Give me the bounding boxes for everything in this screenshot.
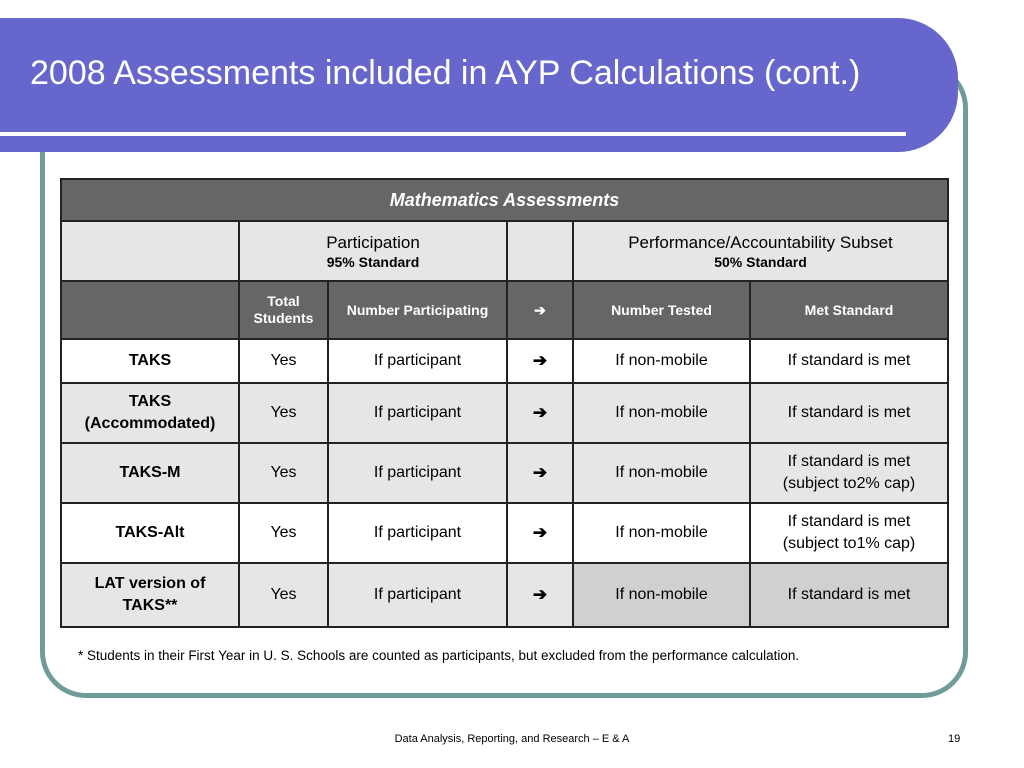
header-total-line1: Total (267, 293, 300, 309)
header-met-standard: Met Standard (750, 281, 948, 339)
participation-standard: 95% Standard (326, 253, 420, 270)
table-row (61, 339, 948, 383)
row-assessment-name (61, 383, 239, 443)
performance-label: Performance/Accountability Subset (628, 232, 893, 252)
header-number-participating: Number Participating (328, 281, 507, 339)
row-total-students: Yes (239, 443, 328, 503)
row-number-tested: If non-mobile (573, 503, 750, 563)
table-title-row (61, 179, 948, 221)
row-number-tested: If non-mobile (573, 339, 750, 383)
row-met-standard (750, 503, 948, 563)
row-total-students: Yes (239, 563, 328, 627)
table-row (61, 383, 948, 443)
row-name-line1: LAT version of (94, 575, 206, 592)
column-header-row (61, 281, 948, 339)
row-met-standard: If standard is met (750, 383, 948, 443)
header-arrow-icon: ➔ (507, 281, 573, 339)
header-total-line2: Students (253, 310, 314, 326)
row-name-line1: TAKS-M (119, 464, 181, 481)
slide-title: 2008 Assessments included in AYP Calculations (cont.) (30, 54, 861, 92)
row-name-line1: TAKS (128, 393, 172, 410)
row-number-participating: If participant (328, 563, 507, 627)
row-arrow-icon: ➔ (507, 563, 573, 627)
row-assessment-name (61, 339, 239, 383)
row-met-line1: If standard is met (787, 453, 911, 470)
page-number: 19 (948, 733, 961, 745)
footer-text: Data Analysis, Reporting, and Research – E & A (394, 733, 630, 745)
row-arrow-icon: ➔ (507, 383, 573, 443)
group-blank-cell (61, 221, 239, 281)
row-met-standard: If standard is met (750, 339, 948, 383)
row-met-line2: (subject to1% cap) (782, 535, 916, 552)
assessment-table-container (60, 178, 947, 628)
header-blank-cell (61, 281, 239, 339)
table-row (61, 503, 948, 563)
table-row (61, 443, 948, 503)
row-assessment-name (61, 443, 239, 503)
row-number-participating: If participant (328, 503, 507, 563)
row-met-standard (750, 443, 948, 503)
row-number-tested: If non-mobile (573, 443, 750, 503)
row-met-line2: (subject to2% cap) (782, 475, 916, 492)
footnote: * Students in their First Year in U. S. Schools are counted as participants, but excluded from the performance calculation. (78, 648, 800, 663)
row-met-line1: If standard is met (787, 513, 911, 530)
row-number-tested: If non-mobile (573, 563, 750, 627)
table-title: Mathematics Assessments (61, 179, 948, 221)
row-name-line2: TAKS** (122, 597, 178, 614)
row-assessment-name (61, 503, 239, 563)
row-total-students: Yes (239, 383, 328, 443)
row-total-students: Yes (239, 339, 328, 383)
participation-group (239, 221, 507, 281)
row-total-students: Yes (239, 503, 328, 563)
row-number-participating: If participant (328, 339, 507, 383)
row-name-line1: TAKS (128, 352, 172, 369)
row-met-standard: If standard is met (750, 563, 948, 627)
header-total-students (239, 281, 328, 339)
performance-group (573, 221, 948, 281)
row-number-participating: If participant (328, 443, 507, 503)
row-number-participating: If participant (328, 383, 507, 443)
header-number-tested: Number Tested (573, 281, 750, 339)
performance-standard: 50% Standard (714, 253, 807, 270)
row-arrow-icon: ➔ (507, 503, 573, 563)
row-arrow-icon: ➔ (507, 339, 573, 383)
row-arrow-icon: ➔ (507, 443, 573, 503)
row-number-tested: If non-mobile (573, 383, 750, 443)
assessment-table (60, 178, 949, 628)
group-header-row (61, 221, 948, 281)
row-name-line2: (Accommodated) (84, 415, 216, 432)
banner-underline (0, 132, 906, 136)
group-blank-arrow-cell (507, 221, 573, 281)
row-name-line1: TAKS-Alt (115, 524, 185, 541)
table-row (61, 563, 948, 627)
row-assessment-name (61, 563, 239, 627)
participation-label: Participation (326, 232, 420, 252)
